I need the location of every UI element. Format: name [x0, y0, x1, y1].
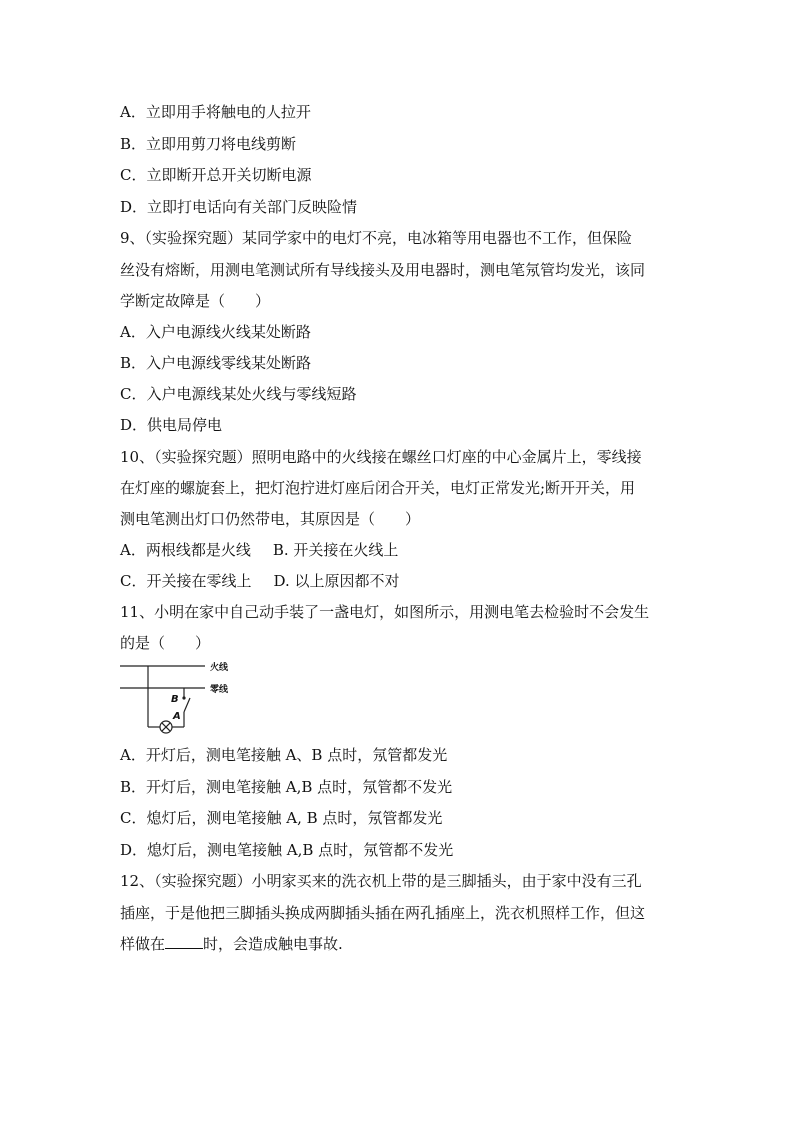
point-b-label: B [171, 694, 179, 705]
q9-option-c: C．入户电源线某处火线与零线短路 [120, 385, 357, 403]
q10-stem-line-2: 在灯座的螺旋套上，把灯泡拧进灯座后闭合开关，电灯正常发光;断开开关，用 [120, 479, 636, 497]
q9-stem-line-2: 丝没有熔断，用测电笔测试所有导线接头及用电器时，测电笔氖管均发光，该同 [120, 261, 646, 279]
q10-option-c: C．开关接在零线上 [120, 572, 252, 590]
q9-stem-line-1: 9、（实验探究题）某同学家中的电灯不亮，电冰箱等用电器也不工作，但保险 [120, 229, 633, 247]
q12-line3-before: 样做在 [120, 935, 166, 953]
q12-line3-after: 时，会造成触电事故. [203, 935, 343, 953]
q9-option-a: A．入户电源线火线某处断路 [120, 323, 311, 341]
lamp-icon [160, 721, 172, 733]
point-a-label: A [173, 711, 181, 722]
q10-option-d: D. 以上原因都不对 [273, 572, 400, 590]
q10-stem-line-1: 10、（实验探究题）照明电路中的火线接在螺丝口灯座的中心金属片上，零线接 [120, 448, 642, 466]
point-b-dot [182, 696, 185, 699]
q10-stem-line-3: 测电笔测出灯口仍然带电，其原因是（ ） [120, 510, 421, 528]
q10-option-a: A．两根线都是火线 [120, 541, 251, 559]
q11-option-d: D．熄灯后，测电笔接触 A,B 点时，氖管都不发光 [120, 841, 454, 859]
q10-options-row-2 [120, 571, 684, 591]
live-wire-label: 火线 [210, 663, 229, 673]
q12-answer-blank[interactable] [165, 934, 203, 949]
q12-stem-line-2: 插座，于是他把三脚插头换成两脚插头插在两孔插座上，洗衣机照样工作，但这 [120, 904, 646, 922]
q9-stem-line-3: 学断定故障是（ ） [120, 292, 271, 310]
q12-stem-line-1: 12、（实验探究题）小明家买来的洗衣机上带的是三脚插头，由于家中没有三孔 [120, 872, 642, 890]
q11-stem-line-1: 11、小明在家中自己动手装了一盏电灯，如图所示，用测电笔去检验时不会发生 [120, 603, 650, 621]
neutral-wire-label: 零线 [210, 685, 229, 695]
q12-stem-line-3 [120, 934, 684, 954]
q9-option-b: B．入户电源线零线某处断路 [120, 354, 312, 372]
q10-option-b: B. 开关接在火线上 [272, 541, 399, 559]
q8-option-a: A．立即用手将触电的人拉开 [120, 103, 311, 121]
q11-circuit-figure [120, 660, 245, 740]
switch-blade-icon [184, 698, 190, 712]
q10-options-row-1 [120, 540, 684, 560]
q11-option-b: B．开灯后，测电笔接触 A,B 点时，氖管都不发光 [120, 778, 453, 796]
q11-stem-line-2: 的是（ ） [120, 634, 211, 652]
q8-option-c: C．立即断开总开关切断电源 [120, 166, 312, 184]
q9-option-d: D．供电局停电 [120, 416, 223, 434]
q11-option-a: A．开灯后，测电笔接触 A、B 点时，氖管都发光 [120, 746, 448, 764]
q11-option-c: C．熄灯后，测电笔接触 A, B 点时，氖管都发光 [120, 809, 443, 827]
q8-option-d: D．立即打电话向有关部门反映险情 [120, 198, 358, 216]
q8-option-b: B．立即用剪刀将电线剪断 [120, 135, 297, 153]
